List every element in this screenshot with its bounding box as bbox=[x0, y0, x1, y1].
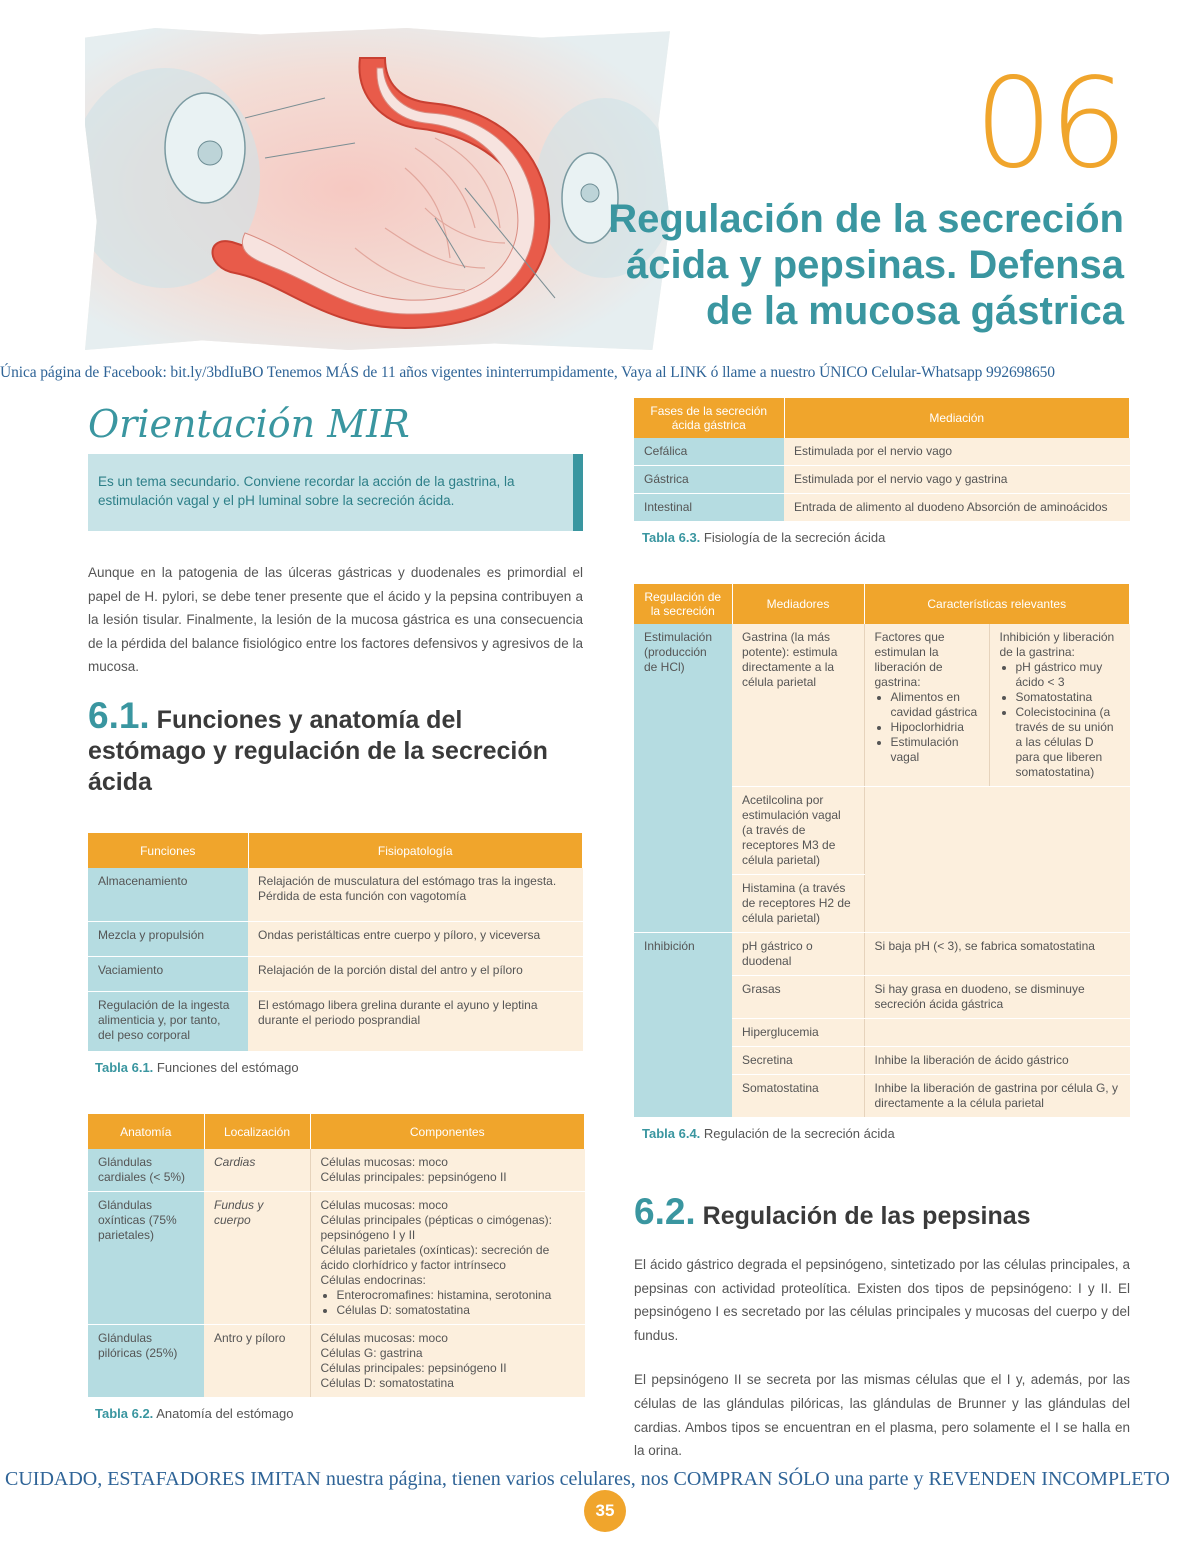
table-cell: pH gástrico o duodenal bbox=[732, 933, 864, 976]
factores-list bbox=[875, 690, 979, 765]
table-caption bbox=[642, 1126, 895, 1141]
pepsin-section-text bbox=[634, 1253, 1130, 1463]
inhibicion-list bbox=[1000, 660, 1120, 780]
facebook-notice: Única página de Facebook: bit.ly/3bdIuBO Tenemos MÁS de 11 años vigentes ininterrumpidamente, Vaya al LINK ó llame a nuestro ÚNICO Celular-Whatsapp 992698650 bbox=[0, 364, 1055, 381]
factores-title: Factores que estimulan la liberación de gastrina: bbox=[874, 630, 945, 689]
component-line: Células endocrinas: bbox=[320, 1273, 426, 1287]
inhibicion-title: Inhibición y liberación de la gastrina: bbox=[999, 630, 1115, 659]
caption-text: Fisiología de la secreción ácida bbox=[703, 530, 886, 545]
page-number: 35 bbox=[584, 1490, 626, 1532]
table-cell: Regulación de la ingesta alimenticia y, por tanto, del peso corporal bbox=[88, 991, 248, 1051]
table-cell: Inhibe la liberación de ácido gástrico bbox=[864, 1047, 1130, 1075]
table-cell: Relajación de musculatura del estómago tras la ingesta. Pérdida de esta función con vagotomía bbox=[248, 868, 583, 921]
table-cell: Gástrica bbox=[634, 466, 784, 494]
caption-text: Regulación de la secreción ácida bbox=[703, 1126, 895, 1141]
inhibicion-item: • Somatostatina bbox=[1016, 690, 1120, 705]
table-caption bbox=[95, 1060, 299, 1075]
table-cell: El estómago libera grelina durante el ayuno y leptina durante el periodo posprandial bbox=[248, 991, 583, 1051]
table-cell: Cardias bbox=[204, 1149, 310, 1192]
table-row bbox=[88, 868, 583, 921]
table-cell: Estimulada por el nervio vago y gastrina bbox=[784, 466, 1130, 494]
table-cell: Antro y píloro bbox=[204, 1325, 310, 1398]
table-header: Fisiopatología bbox=[248, 833, 583, 868]
table-cell: Si baja pH (< 3), se fabrica somatostatina bbox=[864, 933, 1130, 976]
chapter-title-line: Regulación de la secreción bbox=[608, 197, 1124, 241]
table-caption bbox=[95, 1406, 294, 1421]
table-row bbox=[634, 494, 1130, 522]
warning-notice: CUIDADO, ESTAFADORES IMITAN nuestra página, tienen varios celulares, nos COMPRAN SÓLO una parte y REVENDEN INCOMPLETO bbox=[5, 1468, 1170, 1490]
table-cell-empty bbox=[864, 787, 1130, 933]
table-row bbox=[634, 438, 1130, 466]
table-cell: Somatostatina bbox=[732, 1075, 864, 1118]
paragraph: El pepsinógeno II se secreta por las mismas células que el I y, además, por las células de las glándulas pilóricas, las glándulas de Brunner y las glándulas del cardias. Ambos tipos se encuentran en el plasma, pero solamente el I se halla en la orina. bbox=[634, 1372, 1130, 1459]
table-cell: Estimulación (producción de HCl) bbox=[634, 624, 732, 933]
table-header: Fases de la secreción ácida gástrica bbox=[634, 398, 784, 438]
table-header-row bbox=[88, 1114, 585, 1149]
intro-paragraph: Aunque en la patogenia de las úlceras gástricas y duodenales es primordial el papel de H. pylori, se debe tener presente que el ácido y la pepsina contribuyen a la lesión tisular. Finalmente, la lesión de la mucosa gástrica es una consecuencia de la pérdida del balance fisiológico entre los factores defensivos y agresivos de la mucosa. bbox=[88, 565, 583, 675]
table-row bbox=[634, 466, 1130, 494]
table-header: Regulación de la secreción bbox=[634, 584, 732, 624]
table-cell: Ondas peristálticas entre cuerpo y píloro, y viceversa bbox=[248, 921, 583, 956]
table-row bbox=[634, 624, 1130, 787]
table-cell bbox=[864, 624, 989, 787]
table-cell: Glándulas cardiales (< 5%) bbox=[88, 1149, 204, 1192]
section-number: 6.1. bbox=[88, 695, 150, 736]
table-cell: Cefálica bbox=[634, 438, 784, 466]
section-number: 6.2. bbox=[634, 1191, 696, 1232]
table-header: Componentes bbox=[310, 1114, 585, 1149]
table-cell bbox=[989, 624, 1130, 787]
table-cell: Secretina bbox=[732, 1047, 864, 1075]
component-line: Células principales: pepsinógeno II bbox=[320, 1170, 507, 1184]
table-header: Localización bbox=[204, 1114, 310, 1149]
table-row bbox=[88, 991, 583, 1051]
component-line: Células parietales (oxínticas): secreción de ácido clorhídrico y factor intrínseco bbox=[320, 1243, 550, 1272]
component-line: Células mucosas: moco bbox=[320, 1198, 448, 1212]
table-cell: Entrada de alimento al duodeno Absorción de aminoácidos bbox=[784, 494, 1130, 522]
component-line: Células principales (pépticas o cimógenas): pepsinógeno I y II bbox=[320, 1213, 552, 1242]
table-cell: Vaciamiento bbox=[88, 956, 248, 991]
chapter-title bbox=[504, 196, 1124, 334]
table-cell: Histamina (a través de receptores H2 de célula parietal) bbox=[732, 875, 864, 933]
table-cell bbox=[864, 1019, 1130, 1047]
table-cell: Grasas bbox=[732, 976, 864, 1019]
component-line: Células D: somatostatina bbox=[320, 1376, 454, 1390]
table-cell: Glándulas oxínticas (75% parietales) bbox=[88, 1192, 204, 1325]
caption-label: Tabla 6.2. bbox=[95, 1406, 154, 1421]
component-line: Células mucosas: moco bbox=[320, 1155, 448, 1169]
table-cell: Relajación de la porción distal del antro y el píloro bbox=[248, 956, 583, 991]
component-line: Células mucosas: moco bbox=[320, 1331, 448, 1345]
table-row bbox=[634, 933, 1130, 976]
table-cell: Intestinal bbox=[634, 494, 784, 522]
table-cell: Fundus y cuerpo bbox=[204, 1192, 310, 1325]
table-row bbox=[88, 956, 583, 991]
orientacion-mir-box bbox=[88, 454, 583, 531]
table-row bbox=[88, 921, 583, 956]
table-cell bbox=[310, 1192, 585, 1325]
caption-text: Anatomía del estómago bbox=[156, 1406, 294, 1421]
table-row bbox=[88, 1192, 585, 1325]
table-header: Características relevantes bbox=[864, 584, 1130, 624]
section-title: Regulación de las pepsinas bbox=[702, 1202, 1031, 1230]
chapter-title-line: ácida y pepsinas. Defensa bbox=[625, 243, 1124, 287]
section-title: Funciones y anatomía del estómago y regulación de la secreción ácida bbox=[88, 706, 548, 796]
component-subitem: • Células D: somatostatina bbox=[337, 1303, 575, 1318]
table-header: Mediadores bbox=[732, 584, 864, 624]
chapter-title-line: de la mucosa gástrica bbox=[706, 289, 1124, 333]
table-funciones bbox=[88, 833, 583, 1052]
table-header-row bbox=[634, 398, 1130, 438]
component-sublist bbox=[321, 1288, 575, 1318]
table-cell: Gastrina (la más potente): estimula directamente a la célula parietal bbox=[732, 624, 864, 787]
table-header: Anatomía bbox=[88, 1114, 204, 1149]
table-cell: Acetilcolina por estimulación vagal (a través de receptores M3 de célula parietal) bbox=[732, 787, 864, 875]
table-cell: Si hay grasa en duodeno, se disminuye secreción ácida gástrica bbox=[864, 976, 1130, 1019]
table-cell bbox=[310, 1325, 585, 1398]
component-line: Células G: gastrina bbox=[320, 1346, 423, 1360]
table-cell: Inhibición bbox=[634, 933, 732, 1118]
caption-text: Funciones del estómago bbox=[156, 1060, 299, 1075]
table-cell: Estimulada por el nervio vago bbox=[784, 438, 1130, 466]
table-cell bbox=[310, 1149, 585, 1192]
caption-label: Tabla 6.4. bbox=[642, 1126, 701, 1141]
table-row bbox=[88, 1149, 585, 1192]
inhibicion-item: • pH gástrico muy ácido < 3 bbox=[1016, 660, 1120, 690]
section-heading-6-2 bbox=[634, 1191, 1134, 1232]
factores-item: • Alimentos en cavidad gástrica bbox=[891, 690, 979, 720]
component-line: Células principales: pepsinógeno II bbox=[320, 1361, 507, 1375]
paragraph: El ácido gástrico degrada el pepsinógeno, sintetizado por las células principales, a pepsinas con actividad proteolítica. Existen dos tipos de pepsinógeno: I y II. El pepsinógeno I es secretado por las células principales y mucosas del cuerpo y del fundus. bbox=[634, 1257, 1130, 1343]
section-heading-6-1 bbox=[88, 695, 583, 798]
caption-label: Tabla 6.1. bbox=[95, 1060, 154, 1075]
table-header-row bbox=[634, 584, 1130, 624]
table-cell: Hiperglucemia bbox=[732, 1019, 864, 1047]
table-header-row bbox=[88, 833, 583, 868]
table-header: Mediación bbox=[784, 398, 1130, 438]
table-cell: Glándulas pilóricas (25%) bbox=[88, 1325, 204, 1398]
orientacion-mir-title: Orientación MIR bbox=[88, 402, 410, 446]
factores-item: • Hipoclorhidria bbox=[891, 720, 979, 735]
table-cell: Mezcla y propulsión bbox=[88, 921, 248, 956]
caption-label: Tabla 6.3. bbox=[642, 530, 701, 545]
table-regulacion-secrecion bbox=[634, 584, 1130, 1118]
factores-item: • Estimulación vagal bbox=[891, 735, 979, 765]
table-header: Funciones bbox=[88, 833, 248, 868]
component-subitem: • Enterocromafines: histamina, serotonina bbox=[337, 1288, 575, 1303]
table-row bbox=[88, 1325, 585, 1398]
table-caption bbox=[642, 530, 885, 545]
table-anatomia bbox=[88, 1114, 585, 1398]
table-cell: Almacenamiento bbox=[88, 868, 248, 921]
chapter-number: 06 bbox=[974, 52, 1124, 196]
table-cell: Inhibe la liberación de gastrina por célula G, y directamente a la célula parietal bbox=[864, 1075, 1130, 1118]
table-fases-secrecion bbox=[634, 398, 1130, 522]
orientacion-mir-text: Es un tema secundario. Conviene recordar la acción de la gastrina, la estimulación vagal y el pH luminal sobre la secreción ácida. bbox=[98, 474, 515, 508]
inhibicion-item: • Colecistocinina (a través de su unión a las células D para que liberen somatostatina) bbox=[1016, 705, 1120, 780]
